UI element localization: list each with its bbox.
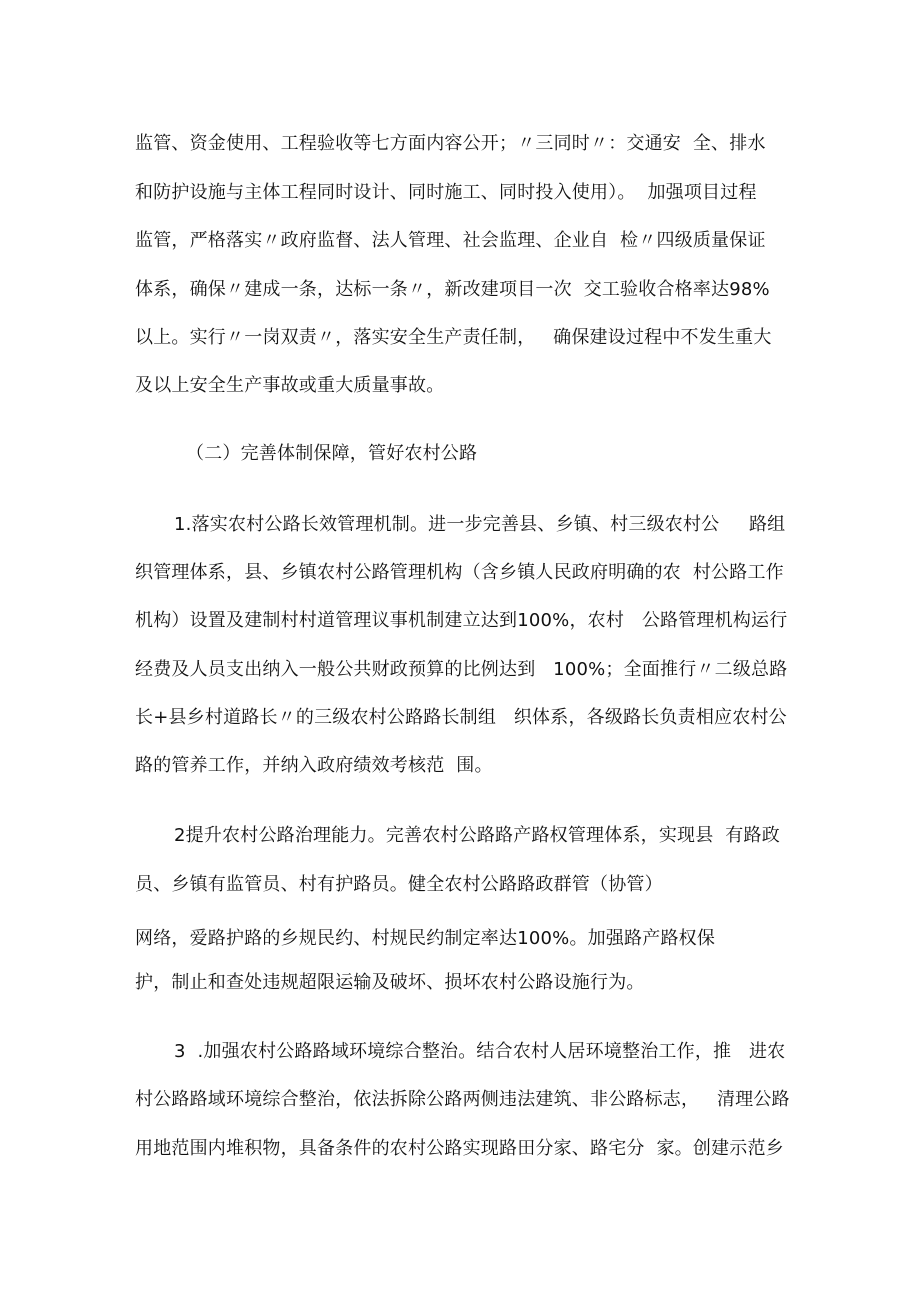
paragraph-1-line-3: 监管，严格落实〃政府监督、法人管理、社会监理、企业自 检〃四级质量保证 [135,230,766,251]
paragraph-3-line-2: 员、乡镇有监管员、村有护路员。健全农村公路路政群管（协管） [135,874,663,895]
paragraph-1-line-4: 体系，确保〃建成一条，达标一条〃，新改建项目一次 交工验收合格率达98% [135,279,770,300]
paragraph-2-line-6: 路的管养工作，并纳入政府绩效考核范 围。 [135,755,493,776]
paragraph-1-line-1: 监管、资金使用、工程验收等七方面内容公开；〃三同时〃：交通安 全、排水 [135,133,766,154]
paragraph-4-line-1: 3 .加强农村公路路域环境综合整治。结合农村人居环境整治工作，推 进农 [174,1041,786,1062]
paragraph-2-line-3: 机构）设置及建制村村道管理议事机制建立达到100%，农村 公路管理机构运行 [135,610,788,631]
paragraph-2-line-2: 织管理体系，县、乡镇农村公路管理机构（含乡镇人民政府明确的农 村公路工作 [135,562,784,583]
paragraph-4-line-2: 村公路路域环境综合整治，依法拆除公路两侧违法建筑、非公路标志， 清理公路 [135,1089,790,1110]
paragraph-4-line-3: 用地范围内堆积物，具备条件的农村公路实现路田分家、路宅分 家。创建示范乡 [135,1138,784,1159]
paragraph-2-line-4: 经费及人员支出纳入一般公共财政预算的比例达到 100%；全面推行〃二级总路 [135,659,788,680]
paragraph-3-line-3: 网络，爱路护路的乡规民约、村规民约制定率达100%。加强路产路权保 [135,928,716,949]
paragraph-2-line-5: 长+县乡村道路长〃的三级农村公路路长制组 织体系，各级路长负责相应农村公 [135,707,787,728]
paragraph-2-line-1: 1.落实农村公路长效管理机制。进一步完善县、乡镇、村三级农村公 路组 [174,514,786,535]
paragraph-1-line-6: 及以上安全生产事故或重大质量事故。 [135,375,445,396]
paragraph-3-line-1: 2提升农村公路治理能力。完善农村公路路产路权管理体系，实现县 有路政 [174,825,780,846]
paragraph-1-line-2: 和防护设施与主体工程同时设计、同时施工、同时投入使用）。 加强项目过程 [135,182,757,203]
section-heading: （二）完善体制保障，管好农村公路 [186,443,478,464]
paragraph-3-line-4: 护，制止和查处违规超限运输及破坏、损坏农村公路设施行为。 [135,972,645,993]
paragraph-1-line-5: 以上。实行〃一岗双责〃，落实安全生产责任制， 确保建设过程中不发生重大 [135,327,772,348]
